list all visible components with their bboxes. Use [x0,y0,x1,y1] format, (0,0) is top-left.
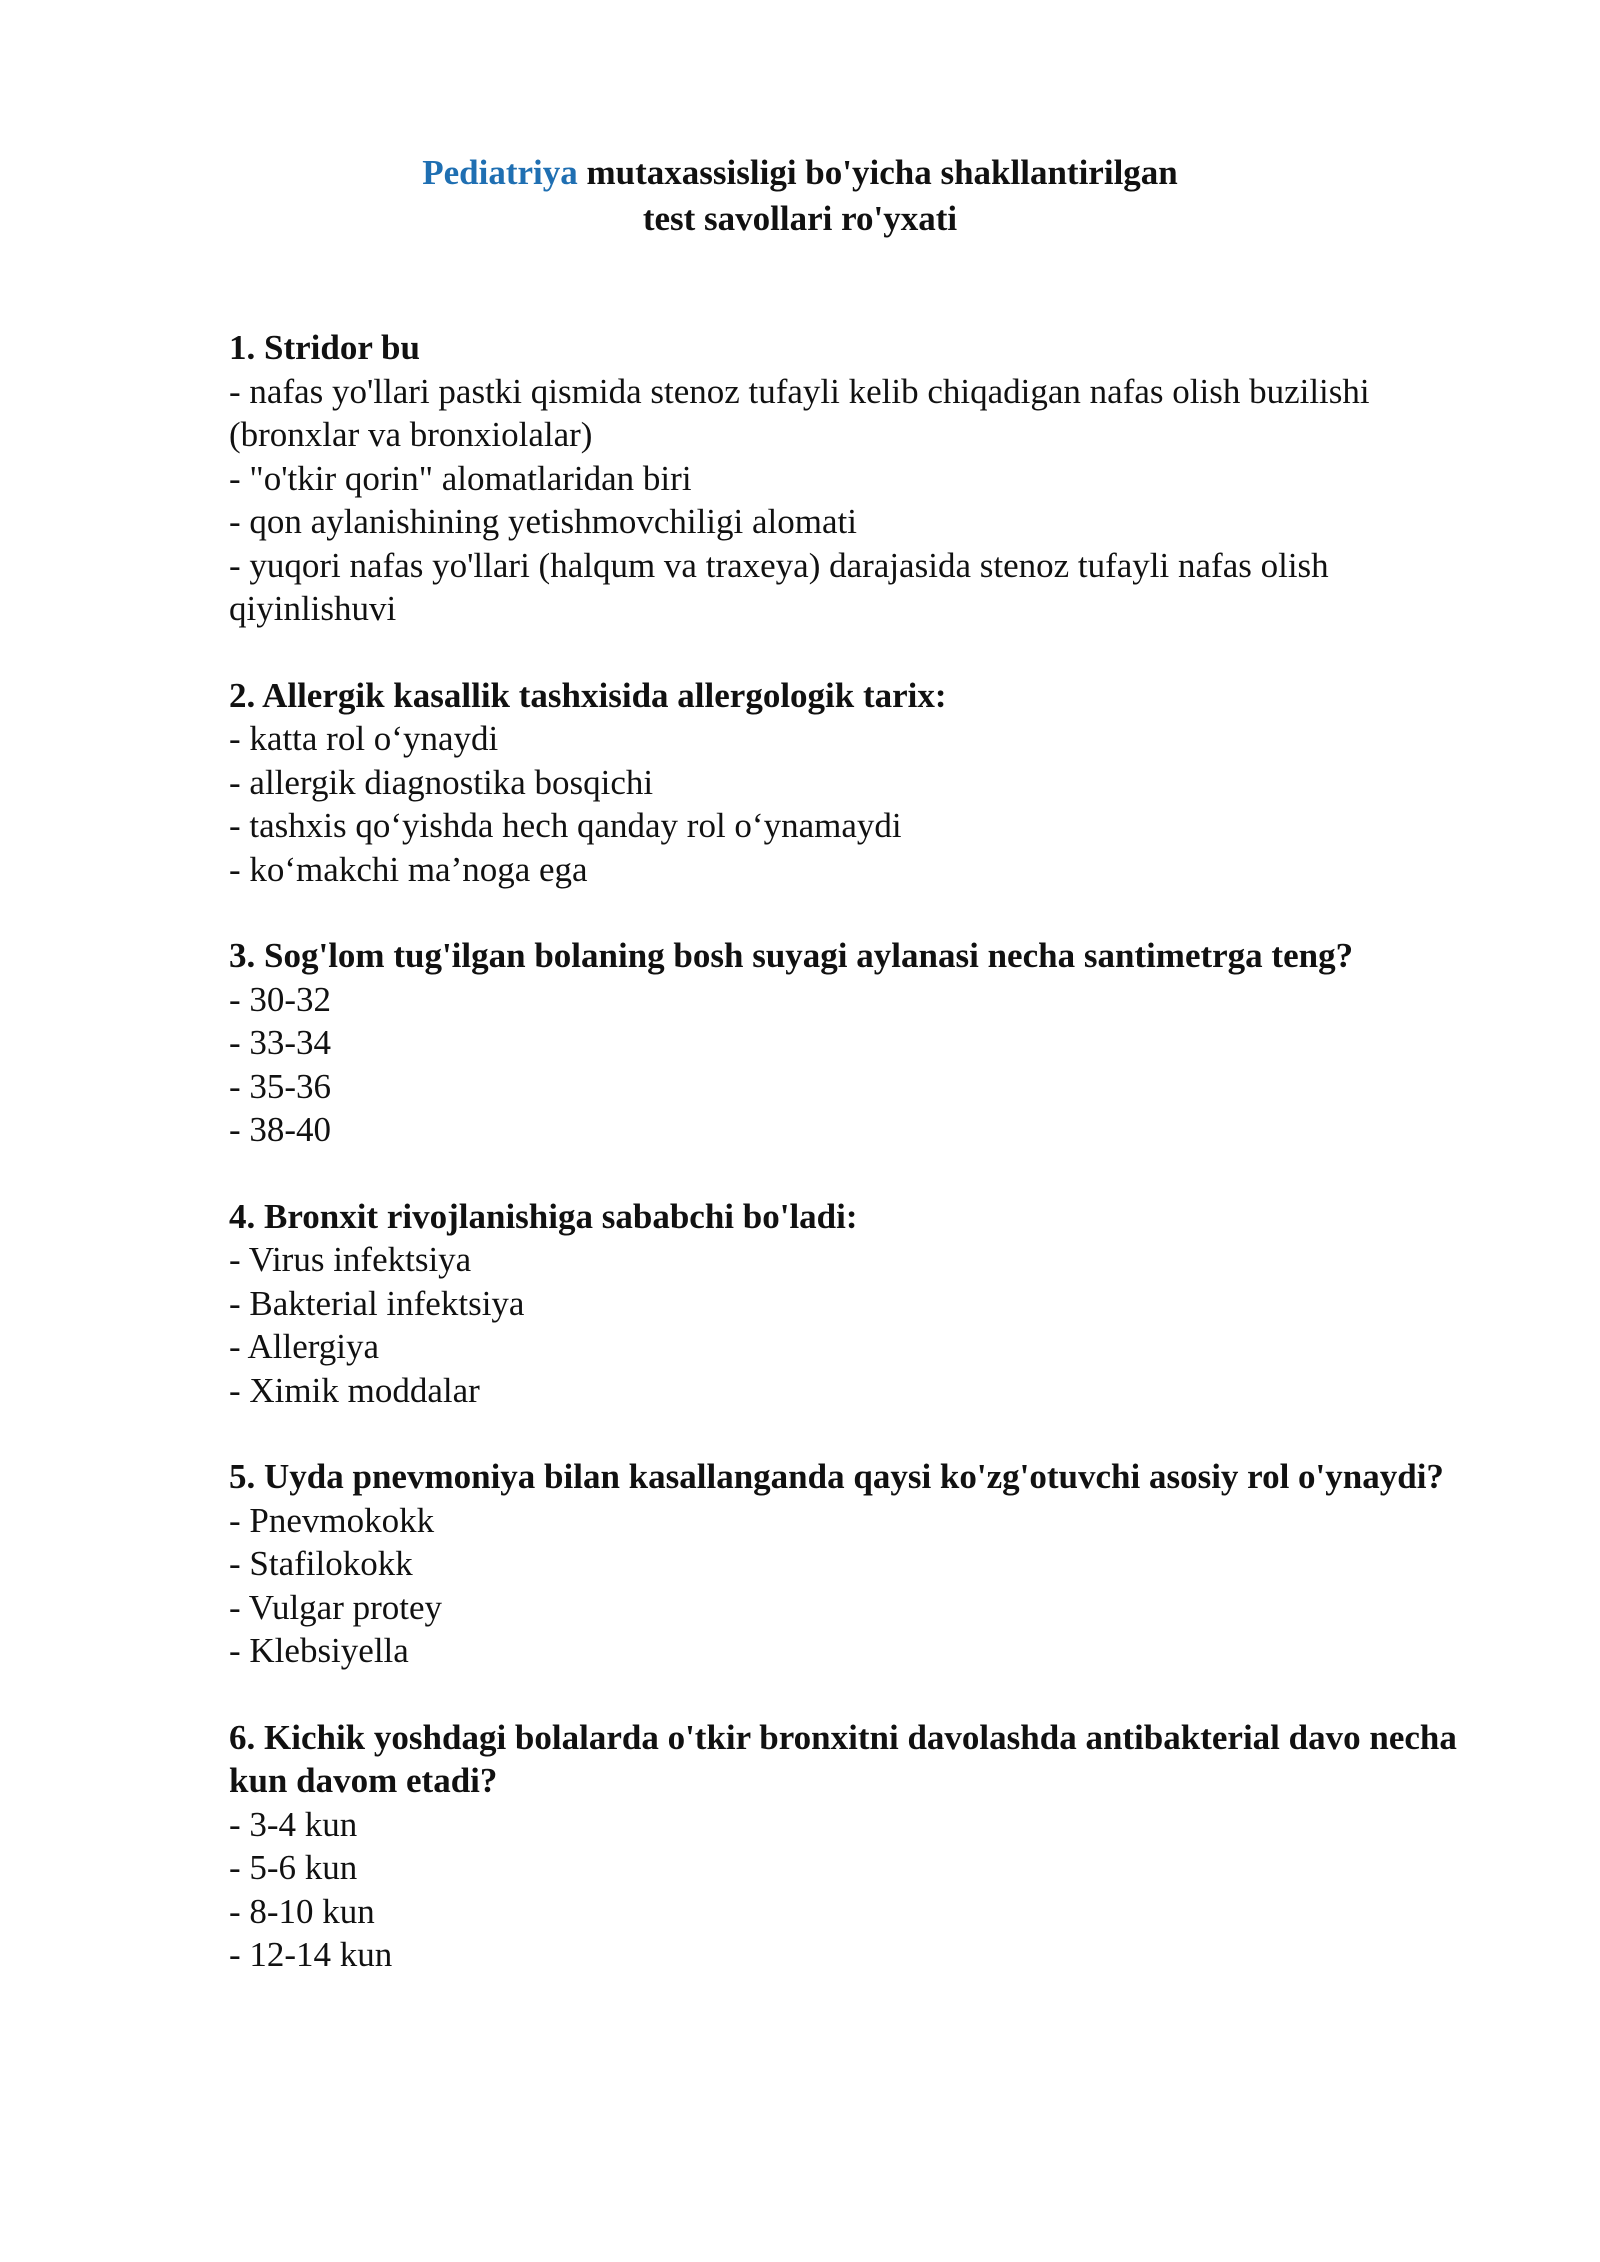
answer-option: - 3-4 kun [229,1804,358,1844]
question-text: 3. Sog'lom tug'ilgan bolaning bosh suyagi aylanasi necha santimetrga teng? [229,936,1354,975]
answer-options [229,717,1489,891]
answer-option: - Klebsiyella [229,1631,409,1670]
answer-option: - Allergiya [229,1327,380,1366]
answer-option: - ko‘makchi ma’noga ega [229,849,588,889]
answer-option: - Vulgar protey [229,1587,443,1627]
answer-option: - 5-6 kun [229,1848,358,1887]
answer-option: - allergik diagnostika bosqichi [229,762,654,802]
question-6 [229,1716,1489,1977]
answer-option: - Pnevmokokk [229,1500,435,1540]
answer-option: - Bakterial infektsiya [229,1283,525,1323]
answer-option: - Ximik moddalar [229,1370,480,1410]
answer-option: - qon aylanishining yetishmovchiligi alomati [229,502,857,541]
answer-option: - Stafilokokk [229,1544,413,1583]
answer-option: - nafas yo'llari pastki qismida stenoz tufayli kelib chiqadigan nafas olish buzilishi (bronxlar va bronxiolalar) [229,371,1370,454]
question-text: 5. Uyda pnevmoniya bilan kasallanganda qaysi ko'zg'otuvchi asosiy rol o'ynaydi? [229,1457,1444,1496]
answer-option: - 8-10 kun [229,1891,375,1931]
title-accent-word: Pediatriya [422,153,578,192]
answer-options [229,370,1489,631]
answer-options [229,1238,1489,1412]
answer-option: - 35-36 [229,1066,332,1106]
answer-options [229,1499,1489,1673]
answer-option: - tashxis qo‘yishda hech qanday rol o‘ynamaydi [229,806,902,845]
answer-option: - 38-40 [229,1110,332,1149]
answer-option: - "o'tkir qorin" alomatlaridan biri [229,458,692,498]
document-title [0,150,1600,242]
answer-option: - 30-32 [229,979,332,1019]
question-1 [229,326,1489,631]
question-text: 2. Allergik kasallik tashxisida allergologik tarix: [229,675,947,715]
answer-options [229,1803,1489,1977]
question-text: 6. Kichik yoshdagi bolalarda o'tkir bronxitni davolashda antibakterial davo necha kun davom etadi? [229,1717,1457,1800]
answer-option: - yuqori nafas yo'llari (halqum va traxeya) darajasida stenoz tufayli nafas olish qiyinlishuvi [229,545,1329,628]
title-line-1 [0,150,1600,196]
answer-option: - 33-34 [229,1023,332,1062]
answer-option: - katta rol o‘ynaydi [229,719,499,758]
question-list [229,326,1489,2020]
title-rest: mutaxassisligi bo'yicha shakllantirilgan [577,153,1178,192]
question-5 [229,1455,1489,1673]
answer-options [229,978,1489,1152]
question-4 [229,1195,1489,1413]
question-2 [229,674,1489,892]
answer-option: - Virus infektsiya [229,1240,472,1279]
answer-option: - 12-14 kun [229,1935,393,1974]
question-text: 1. Stridor bu [229,328,420,367]
question-3 [229,934,1489,1152]
title-line-2: test savollari ro'yxati [642,199,958,238]
question-text: 4. Bronxit rivojlanishiga sababchi bo'ladi: [229,1196,858,1236]
